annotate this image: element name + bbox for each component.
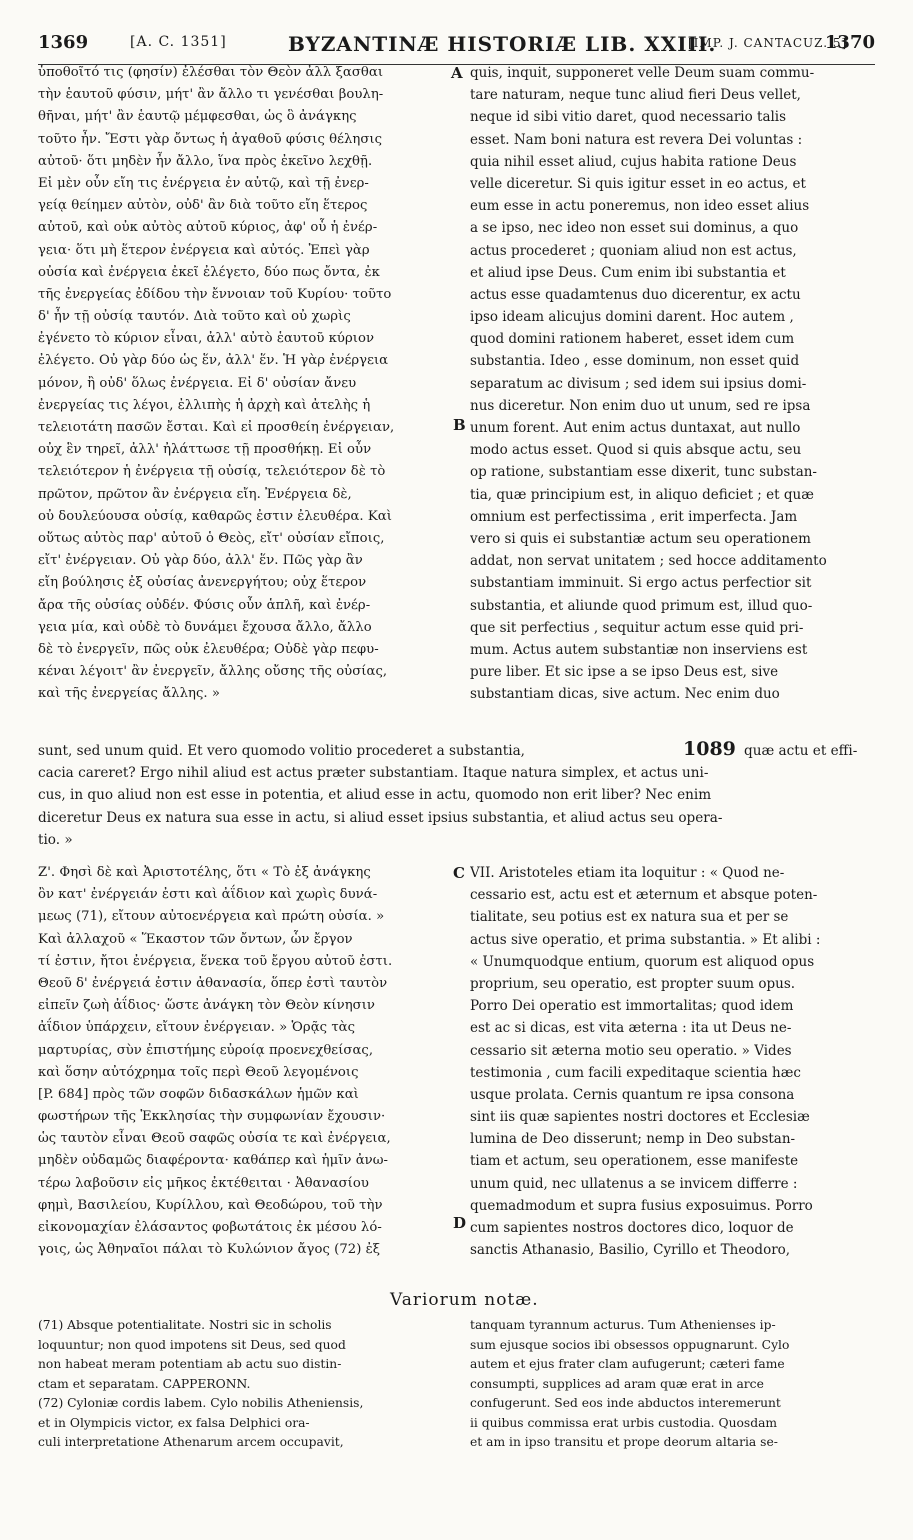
text-line: lumina de Deo disserunt; nemp in Deo substan- [470, 1131, 796, 1148]
text-line: culi interpretatione Athenarum arcem occupavit, [38, 1435, 344, 1449]
running-subtitle: [IMP. J. CANTACUZ. 5] [688, 36, 848, 50]
text-line: substantiam imminuit. Si ergo actus perfectior sit [470, 575, 812, 592]
text-line: πρῶτον, πρῶτον ἂν ἐνέργεια εἴη. Ἐνέργεια δὲ, [38, 486, 352, 502]
text-line: quod domini rationem haberet, esset idem cum [470, 331, 795, 348]
text-line: cum sapientes nostros doctores dico, loquor de [470, 1220, 794, 1236]
text-line: ὑποθοῖτό τις (φησίν) ἐλέσθαι τὸν Θεὸν ἀλλ ξασθαι [38, 65, 384, 80]
greek-column-2 [38, 862, 450, 1282]
latin-column-2 [470, 862, 880, 1282]
text-line: δ' ἦν τῇ οὐσίᾳ ταυτόν. Διὰ τοῦτο καὶ οὐ χωρὶς [38, 309, 351, 325]
inline-page-number: 1089 [683, 738, 736, 760]
page-number-left: 1369 [38, 32, 89, 53]
text-line: tio. » [38, 831, 73, 848]
text-line: proprium, seu operatio, est propter suum opus. [470, 975, 796, 992]
text-line: τί ἐστιν, ἤτοι ἐνέργεια, ἕνεκα τοῦ ἔργου αὐτοῦ ἐστι. [38, 953, 393, 969]
text-line: εἰπεῖν ζωὴ ἀΐδιος· ὥστε ἀνάγκη τὸν Θεὸν κίνησιν [38, 998, 375, 1014]
text-line: a se ipso, nec ideo non esset sui dominus, a quo [470, 220, 799, 237]
latin-column-1 [470, 62, 880, 732]
text-line: θῆναι, μήτ' ἂν ἑαυτῷ μέμφεσθαι, ὡς ὃ ἀνάγκης [38, 109, 357, 125]
text-line: addat, non servat unitatem ; sed hocce additamento [470, 553, 827, 570]
notes-title: Variorum notæ. [390, 1290, 539, 1310]
text-line: cacia careret? Ergo nihil aliud est actus præter substantiam. Itaque natura simplex, et actus uni- [38, 765, 709, 782]
text-line: quia nihil esset aliud, cujus habita ratione Deus [470, 153, 797, 170]
running-title: BYZANTINÆ HISTORIÆ LIB. XXIII. [288, 32, 717, 56]
text-line: αὐτοῦ· ὅτι μηδὲν ἦν ἄλλο, ἵνα πρὸς ἐκεῖνο λεχθῇ. [38, 153, 373, 169]
text-line: sint iis quæ sapientes nostri doctores et Ecclesiæ [470, 1109, 810, 1126]
text-line: καὶ τῆς ἐνεργείας ἄλλης. » [38, 686, 220, 702]
text-line: ὡς ταυτὸν εἶναι Θεοῦ σαφῶς οὐσία τε καὶ ἐνέργεια, [38, 1131, 391, 1147]
text-line: ipso ideam alicujus domini darent. Hoc autem , [470, 309, 794, 326]
notes-left-column [38, 1316, 450, 1456]
margin-marker-a: A [451, 64, 463, 82]
text-line: ii quibus commissa erat urbis custodia. Quosdam [470, 1415, 778, 1430]
margin-marker-d: D [453, 1214, 467, 1232]
text-line: αὐτοῦ, καὶ οὐκ αὐτὸς αὐτοῦ κύριος, ἀφ' οὗ ἡ ἐνέρ- [38, 220, 378, 236]
text-line: cus, in quo aliud non est esse in potentia, et aliud esse in actu, quomodo non erit liber? Nec enim [38, 787, 712, 804]
text-line: φωστήρων τῆς Ἐκκλησίας τὴν συμφωνίαν ἔχουσιν· [38, 1109, 386, 1125]
text-line: et in Olympicis victor, ex falsa Delphici ora- [38, 1415, 310, 1430]
text-line: καὶ ὅσην αὐτόχρημα τοῖς περὶ Θεοῦ λεγομένοις [38, 1064, 359, 1080]
text-line: neque id sibi vitio daret, quod necessario talis [470, 109, 787, 126]
text-line: τελειοτάτη πασῶν ἔσται. Καὶ εἰ προσθείη ἐνέργειαν, [38, 420, 395, 435]
text-line: sanctis Athanasio, Basilio, Cyrillo et Theodoro, [470, 1242, 791, 1259]
text-line: separatum ac divisum ; sed idem sui ipsius domi- [470, 375, 807, 392]
text-line: Θεοῦ δ' ἐνέργειά ἐστιν ἀθανασία, ὅπερ ἐστὶ ταυτὸν [38, 975, 388, 991]
text-line: nus diceretur. Non enim duo ut unum, sed re ipsa [470, 397, 811, 414]
text-line: quis, inquit, supponeret velle Deum suam commu- [470, 65, 815, 81]
text-line: quemadmodum et supra fusius exposuimus. Porro [470, 1197, 813, 1214]
text-line: et aliud ipse Deus. Cum enim ibi substantia et [470, 264, 786, 281]
year-bracket: [A. C. 1351] [130, 34, 227, 50]
text-line: substantia. Ideo , esse dominum, non esset quid [470, 353, 800, 370]
text-line: οὐ δουλεύουσα οὐσίᾳ, καθαρῶς ἐστιν ἐλευθέρα. Καὶ [38, 508, 392, 524]
text-line: ἐνεργείας τις λέγοι, ἐλλιπὴς ἡ ἀρχὴ καὶ ἀτελὴς ἡ [38, 397, 371, 413]
text-line: autem et ejus frater clam aufugerunt; cæteri fame [470, 1357, 785, 1371]
text-line: Ζ'. Φησὶ δὲ καὶ Ἀριστοτέλης, ὅτι « Τὸ ἐξ ἀνάγκης [38, 865, 371, 880]
running-header [38, 28, 875, 65]
text-line: [P. 684] πρὸς τῶν σοφῶν διδασκάλων ἡμῶν καὶ [38, 1086, 359, 1102]
text-line: loquuntur; non quod impotens sit Deus, sed quod [38, 1337, 346, 1352]
text-line: ὂν κατ' ἐνέργειάν ἐστι καὶ ἀΐδιον καὶ χωρὶς δυνά- [38, 887, 378, 903]
text-line: (71) Absque potentialitate. Nostri sic in scholis [38, 1318, 332, 1332]
text-line: cessario sit æterna motio seu operatio. » Vides [470, 1042, 792, 1059]
text-line: μόνον, ἢ οὐδ' ὅλως ἐνέργεια. Εἰ δ' οὐσίαν ἄνευ [38, 375, 357, 391]
text-line: substantia, et aliunde quod primum est, illud quo- [470, 597, 813, 614]
text-line: actus sive operatio, et prima substantia. » Et alibi : [470, 931, 821, 948]
text-line: μαρτυρίας, σὺν ἐπιστήμης εὐροίᾳ προενεχθείσας, [38, 1042, 374, 1058]
text-line: τὴν ἑαυτοῦ φύσιν, μήτ' ἂν ἄλλο τι γενέσθαι βουλη- [38, 87, 384, 103]
page-number-right: 1370 [824, 32, 875, 53]
text-line: actus procederet ; quoniam aliud non est actus, [470, 242, 797, 259]
text-line: sum ejusque socios ibi obsessos oppugnarunt. Cylo [470, 1337, 790, 1352]
text-line: εἴτ' ἐνέργειαν. Οὐ γὰρ δύο, ἀλλ' ἕν. Πῶς γὰρ ἂν [38, 553, 363, 569]
text-line: Εἰ μὲν οὖν εἴη τις ἐνέργεια ἐν αὐτῷ, καὶ τῇ ἐνερ- [38, 175, 369, 191]
text-line: confugerunt. Sed eos inde abductos interemerunt [470, 1396, 781, 1410]
text-line: usque prolata. Cernis quantum re ipsa consona [470, 1086, 795, 1103]
text-line: tanquam tyrannum acturus. Tum Athenienses ip- [470, 1318, 776, 1332]
text-line: Porro Dei operatio est immortalitas; quod idem [470, 998, 794, 1015]
text-line: γοις, ὡς Ἀθηναῖοι πάλαι τὸ Κυλώνιον ἄγος (72) ἐξ [38, 1242, 381, 1258]
text-line: substantiam dicas, sive actum. Nec enim duo [470, 686, 780, 703]
text-line: vero si quis ei substantiæ actum seu operationem [470, 530, 811, 547]
text-line: μηδὲν οὐδαμῶς διαφέροντα· καθάπερ καὶ ἡμῖν ἀνω- [38, 1153, 389, 1169]
text-line: « Unumquodque entium, quorum est aliquod opus [470, 953, 815, 970]
text-line: sunt, sed unum quid. Et vero quomodo volitio procederet a substantia, [38, 743, 525, 759]
full-line-tail: quæ actu et effi- [744, 743, 858, 759]
text-line: est ac si dicas, est vita æterna : ita ut Deus ne- [470, 1020, 792, 1037]
text-line: non habeat meram potentiam ab actu suo distin- [38, 1357, 342, 1371]
text-line: tia, quæ principium est, in aliquo deficiet ; et quæ [470, 486, 814, 503]
margin-marker-c: C [453, 864, 465, 882]
text-line: modo actus esset. Quod si quis absque actu, seu [470, 442, 802, 459]
text-line: tialitate, seu potius est ex natura sua et per se [470, 909, 789, 926]
text-line: que sit perfectius , sequitur actum esse quid pri- [470, 619, 804, 636]
text-line: unum forent. Aut enim actus duntaxat, aut nullo [470, 420, 801, 436]
text-line: γεια μία, καὶ οὐδὲ τὸ δυνάμει ἔχουσα ἄλλο, ἄλλο [38, 619, 372, 635]
text-line: velle diceretur. Si quis igitur esset in eo actus, et [470, 175, 806, 192]
text-line: actus esse quadamtenus duo dicerentur, ex actu [470, 286, 801, 303]
margin-marker-b: B [453, 416, 466, 434]
text-line: κέναι λέγοιτ' ἂν ἐνεργεῖν, ἄλλης οὔσης τῆς οὐσίας, [38, 664, 388, 680]
text-line: οὐχ ἓν τηρεῖ, ἀλλ' ἠλάττωσε τῇ προσθήκῃ. Εἰ οὖν [38, 442, 372, 458]
text-line: et am in ipso transitu et prope deorum altaria se- [470, 1435, 778, 1449]
text-line: consumpti, supplices ad aram quæ erat in arce [470, 1376, 764, 1391]
text-line: unum quid, nec ullatenus a se invicem differre : [470, 1175, 798, 1192]
text-line: VII. Aristoteles etiam ita loquitur : « Quod ne- [470, 865, 785, 881]
text-line: (72) Cyloniæ cordis labem. Cylo nobilis Atheniensis, [38, 1396, 364, 1410]
text-line: omnium est perfectissima , erit imperfecta. Jam [470, 508, 798, 525]
text-line: pure liber. Et sic ipse a se ipso Deus est, sive [470, 664, 779, 681]
greek-column-1 [38, 62, 450, 732]
text-line: γεια· ὅτι μὴ ἕτερον ἐνέργεια καὶ αὐτός. Ἐπεὶ γὰρ [38, 242, 370, 258]
text-line: οὐσία καὶ ἐνέργεια ἐκεῖ ἐλέγετο, δύο πως ὄντα, ἐκ [38, 264, 380, 280]
text-line: op ratione, substantiam esse dixerit, tunc substan- [470, 464, 817, 481]
text-line: οὕτως αὐτὸς παρ' αὐτοῦ ὁ Θεὸς, εἴτ' οὐσίαν εἴποις, [38, 530, 385, 546]
text-line: testimonia , cum facili expeditaque scientia hæc [470, 1064, 801, 1081]
text-line: tiam et actum, seu operationem, esse manifeste [470, 1153, 799, 1170]
notes-right-column [470, 1316, 880, 1456]
text-line: τέρω λαβοῦσιν εἰς μῆκος ἐκτέθειται · Ἀθανασίου [38, 1175, 369, 1191]
text-line: φημὶ, Βασιλείου, Κυρίλλου, καὶ Θεοδώρου, τοῦ τὴν [38, 1197, 383, 1213]
text-line: eum esse in actu poneremus, non ideo esset alius [470, 198, 810, 215]
text-line: εἴη βούλησις ἐξ οὐσίας ἀνενεργήτου; οὐχ ἕτερον [38, 575, 367, 591]
text-line: μεως (71), εἴτουν αὐτοενέργεια καὶ πρώτη οὐσία. » [38, 909, 385, 925]
text-line: ἄρα τῆς οὐσίας οὐδέν. Φύσις οὖν ἁπλῆ, καὶ ἐνέρ- [38, 597, 371, 613]
text-line: ἐλέγετο. Οὐ γὰρ δύο ὡς ἕν, ἀλλ' ἕν. Ἡ γὰρ ἐνέργεια [38, 353, 389, 369]
text-line: τοῦτο ἦν. Ἔστι γὰρ ὄντως ἡ ἀγαθοῦ φύσις θέλησις [38, 131, 383, 147]
text-line: ctam et separatam. CAPPERONN. [38, 1376, 251, 1391]
text-line: γείᾳ θείημεν αὐτὸν, οὐδ' ἂν διὰ τοῦτο εἴη ἕτερος [38, 198, 368, 214]
text-line: δὲ τὸ ἐνεργεῖν, πῶς οὐκ ἐλευθέρα; Οὐδὲ γὰρ πεφυ- [38, 641, 379, 657]
text-line: εἰκονομαχίαν ἐλάσαντος φοβωτάτοις ἐκ μέσου λό- [38, 1220, 382, 1235]
text-line: esset. Nam boni natura est revera Dei voluntas : [470, 131, 803, 148]
text-line: diceretur Deus ex natura sua esse in actu, si aliud esset ipsius substantia, et aliud actus seu opera- [38, 809, 723, 826]
text-line: mum. Actus autem substantiæ non inserviens est [470, 641, 808, 658]
text-line: Καὶ ἀλλαχοῦ « Ἕκαστον τῶν ὄντων, ὧν ἔργον [38, 931, 353, 947]
text-line: tare naturam, neque tunc aliud fieri Deus vellet, [470, 87, 801, 104]
text-line: cessario est, actu est et æternum et absque poten- [470, 887, 818, 904]
text-line: ἐγένετο τὸ κύριον εἶναι, ἀλλ' αὐτὸ ἑαυτοῦ κύριον [38, 331, 375, 347]
text-line: τῆς ἐνεργείας ἐδίδου τὴν ἔννοιαν τοῦ Κυρίου· τοῦτο [38, 286, 392, 302]
text-line: ἀΐδιον ὑπάρχειν, εἴτουν ἐνέργειαν. » Ὁρᾷς τὰς [38, 1020, 356, 1036]
text-line: τελειότερον ἡ ἐνέργεια τῇ οὐσίᾳ, τελειότερον δὲ τὸ [38, 464, 386, 480]
